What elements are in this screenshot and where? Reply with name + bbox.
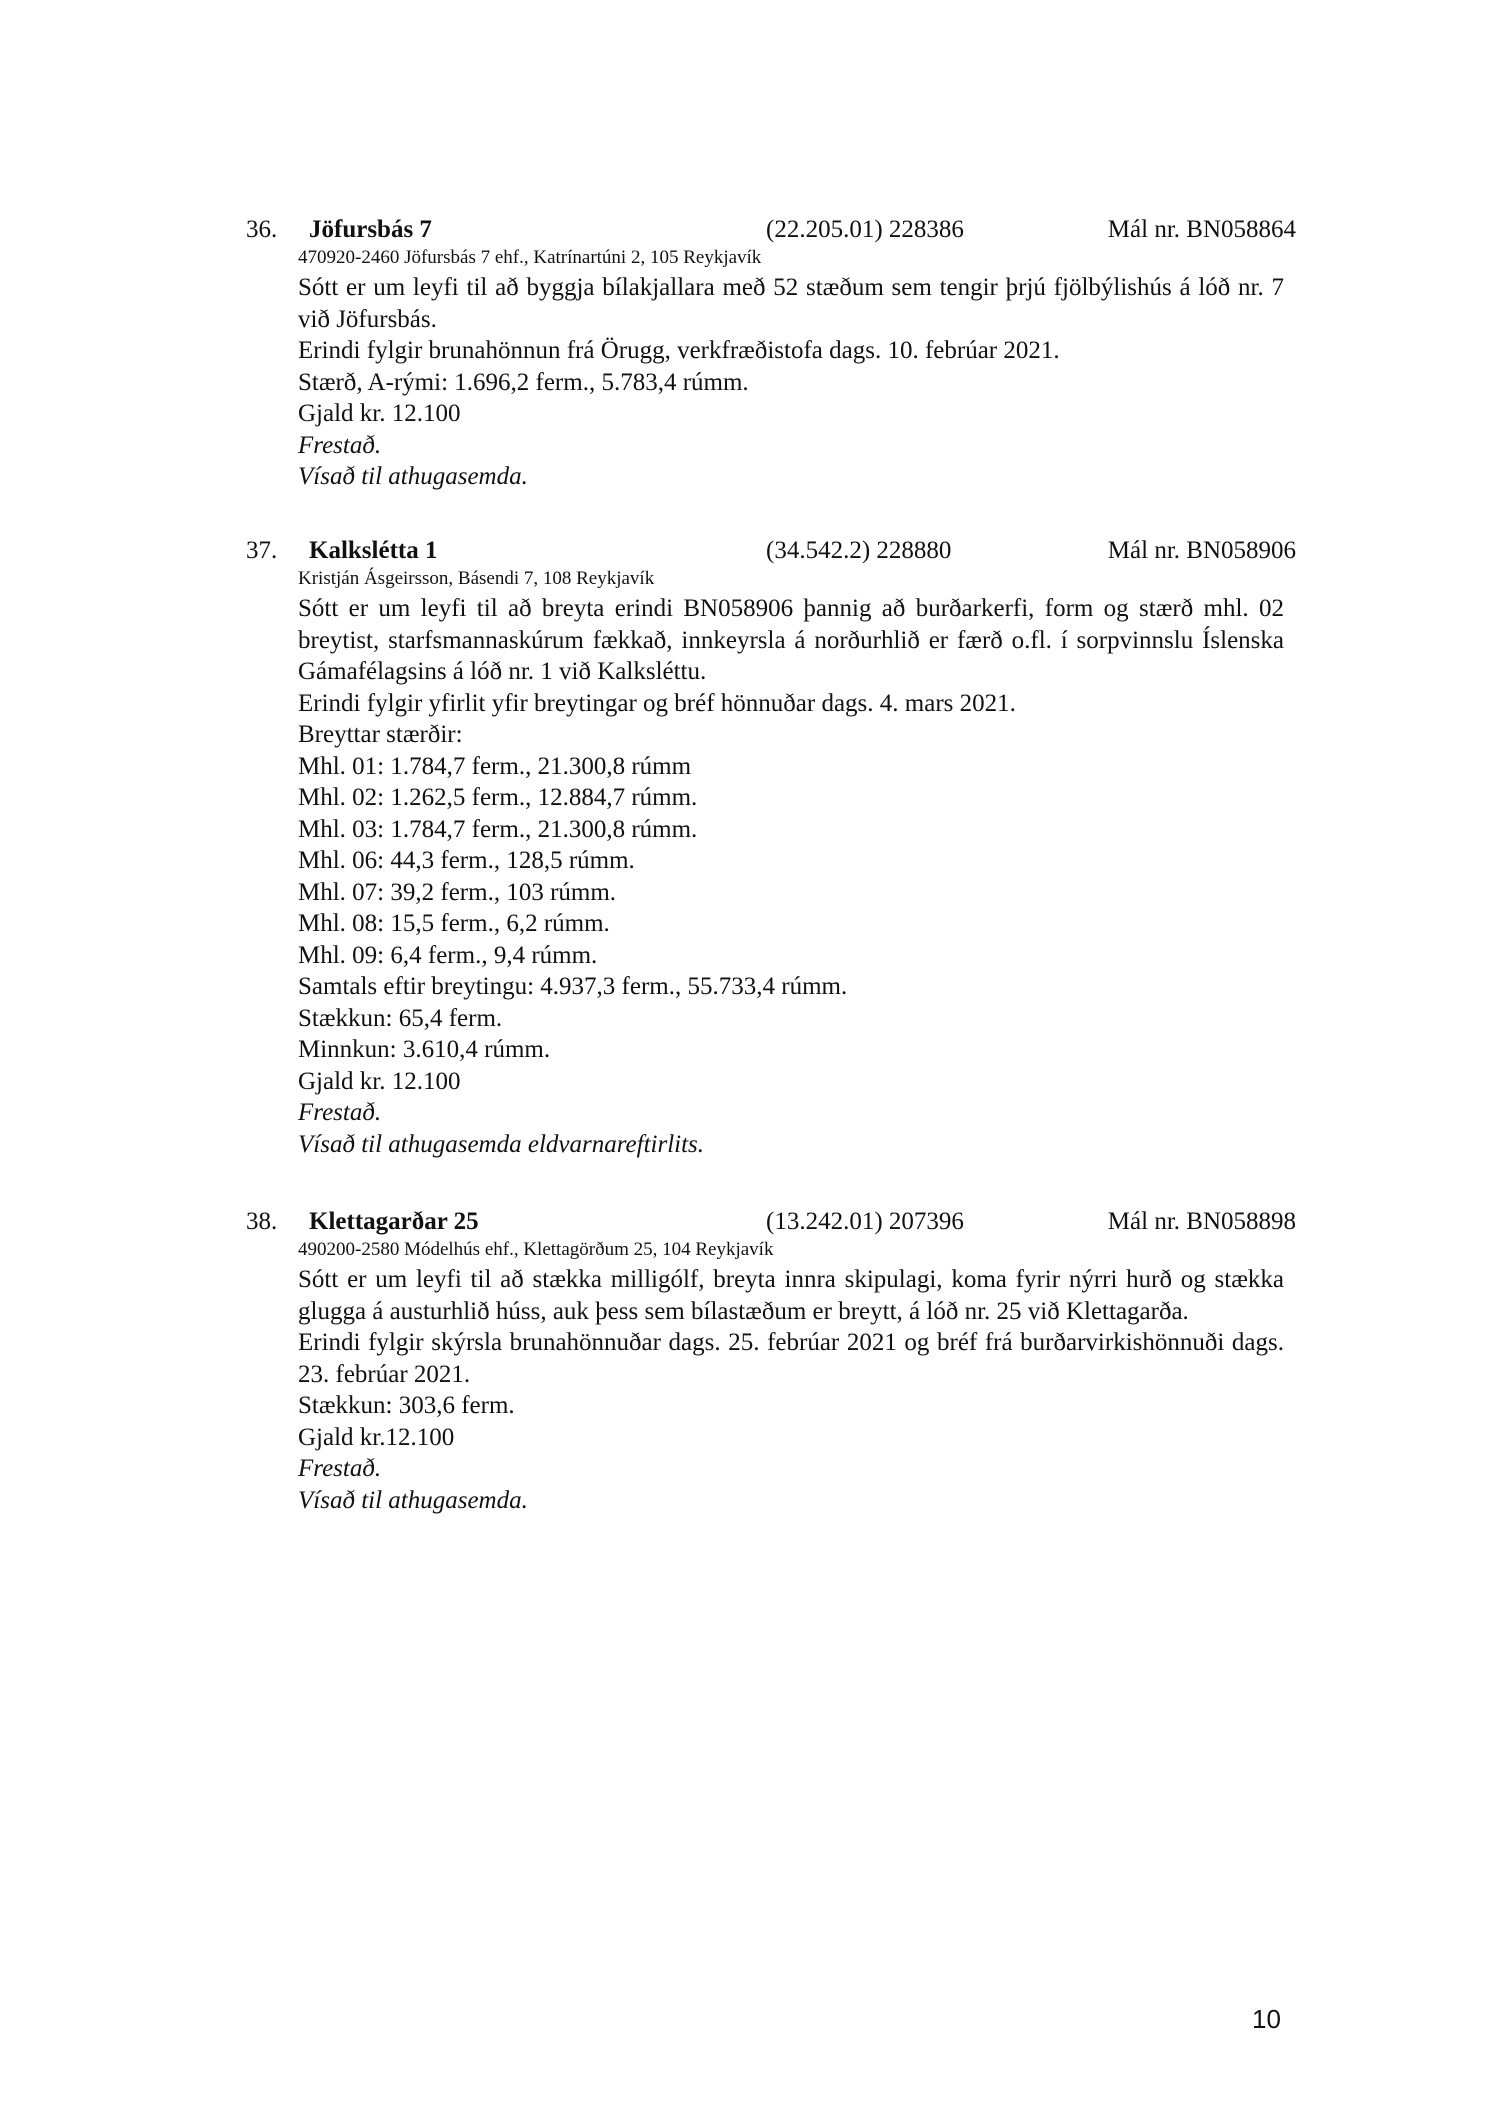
detail-line: Breyttar stærðir:	[298, 721, 463, 748]
item-body	[298, 1238, 1284, 1516]
detail-line: Minnkun: 3.610,4 rúmm.	[298, 1036, 551, 1063]
agenda-item-38	[246, 1206, 1296, 1516]
property-reference: (22.205.01) 228386	[766, 216, 964, 243]
description: Sótt er um leyfi til að stækka milligólf, breyta innra skipulagi, koma fyrir nýrri hurð og stækka glugga á austurhlið húss, auk þess sem bílastæðum er breytt, á lóð nr. 25 við Klettagarða.	[298, 1266, 1284, 1325]
detail-line: Gjald kr.12.100	[298, 1423, 455, 1451]
applicant: 470920-2460 Jöfursbás 7 ehf., Katrínartúni 2, 105 Reykjavík	[298, 247, 762, 268]
description: Sótt er um leyfi til að byggja bílakjallara með 52 stæðum sem tengir þrjú fjölbýlishús á lóð nr. 7 við Jöfursbás.	[298, 274, 1284, 333]
detail-line: Stækkun: 65,4 ferm.	[298, 1004, 503, 1032]
case-number: Mál nr. BN058906	[1107, 537, 1296, 564]
item-number: 37.	[246, 537, 278, 564]
item-body	[298, 246, 1284, 493]
applicant: 490200-2580 Módelhús ehf., Klettagörðum 25, 104 Reykjavík	[298, 1239, 774, 1260]
applicant: Kristján Ásgeirsson, Básendi 7, 108 Reykjavík	[298, 568, 655, 589]
page-number: 10	[1252, 2004, 1281, 2034]
status: Frestað.	[298, 1099, 382, 1126]
detail-line: Mhl. 08: 15,5 ferm., 6,2 rúmm.	[298, 910, 610, 937]
referral-note: Vísað til athugasemda.	[298, 463, 528, 490]
detail-line: Mhl. 03: 1.784,7 ferm., 21.300,8 rúmm.	[298, 815, 698, 843]
agenda-item-36	[246, 214, 1296, 493]
status: Frestað.	[298, 1455, 382, 1482]
item-title: Klettagarðar 25	[309, 1208, 479, 1235]
detail-line: Mhl. 09: 6,4 ferm., 9,4 rúmm.	[298, 941, 598, 969]
item-number: 38.	[246, 1208, 278, 1235]
item-header	[246, 535, 1296, 567]
referral-note: Vísað til athugasemda eldvarnareftirlits.	[298, 1130, 705, 1158]
detail-line: Gjald kr. 12.100	[298, 400, 461, 427]
detail-line: Gjald kr. 12.100	[298, 1067, 461, 1095]
description: Sótt er um leyfi til að breyta erindi BN058906 þannig að burðarkerfi, form og stærð mhl. 02 breytist, starfsmannaskúrum fækkað, innkeyrsla á norðurhlið er færð o.fl. í sorpvinnslu Íslenska Gámafélagsins á lóð nr. 1 við Kalksléttu.	[298, 595, 1284, 685]
detail-line: Mhl. 07: 39,2 ferm., 103 rúmm.	[298, 878, 617, 906]
case-number: Mál nr. BN058898	[1107, 1208, 1296, 1235]
status: Frestað.	[298, 431, 382, 459]
detail-line: Mhl. 01: 1.784,7 ferm., 21.300,8 rúmm	[298, 752, 692, 780]
item-title: Jöfursbás 7	[309, 216, 432, 243]
detail-line: Stærð, A-rými: 1.696,2 ferm., 5.783,4 rúmm.	[298, 368, 749, 396]
item-title: Kalkslétta 1	[309, 537, 438, 564]
item-body	[298, 567, 1284, 1160]
agenda-item-37	[246, 535, 1296, 1160]
detail-line: Mhl. 02: 1.262,5 ferm., 12.884,7 rúmm.	[298, 784, 698, 811]
detail-line: Erindi fylgir brunahönnun frá Örugg, verkfræðistofa dags. 10. febrúar 2021.	[298, 337, 1060, 364]
property-reference: (13.242.01) 207396	[766, 1208, 964, 1235]
referral-note: Vísað til athugasemda.	[298, 1486, 528, 1514]
detail-line: Mhl. 06: 44,3 ferm., 128,5 rúmm.	[298, 847, 635, 874]
detail-line: Erindi fylgir yfirlit yfir breytingar og bréf hönnuðar dags. 4. mars 2021.	[298, 689, 1016, 717]
case-number: Mál nr. BN058864	[1107, 216, 1296, 243]
property-reference: (34.542.2) 228880	[766, 537, 952, 564]
item-header	[246, 214, 1296, 246]
item-header	[246, 1206, 1296, 1238]
detail-line: Samtals eftir breytingu: 4.937,3 ferm., 55.733,4 rúmm.	[298, 973, 848, 1000]
item-number: 36.	[246, 216, 278, 243]
detail-line: Erindi fylgir skýrsla brunahönnuðar dags. 25. febrúar 2021 og bréf frá burðarvirkishönnuði dags. 23. febrúar 2021.	[298, 1329, 1284, 1388]
detail-line: Stækkun: 303,6 ferm.	[298, 1392, 515, 1419]
